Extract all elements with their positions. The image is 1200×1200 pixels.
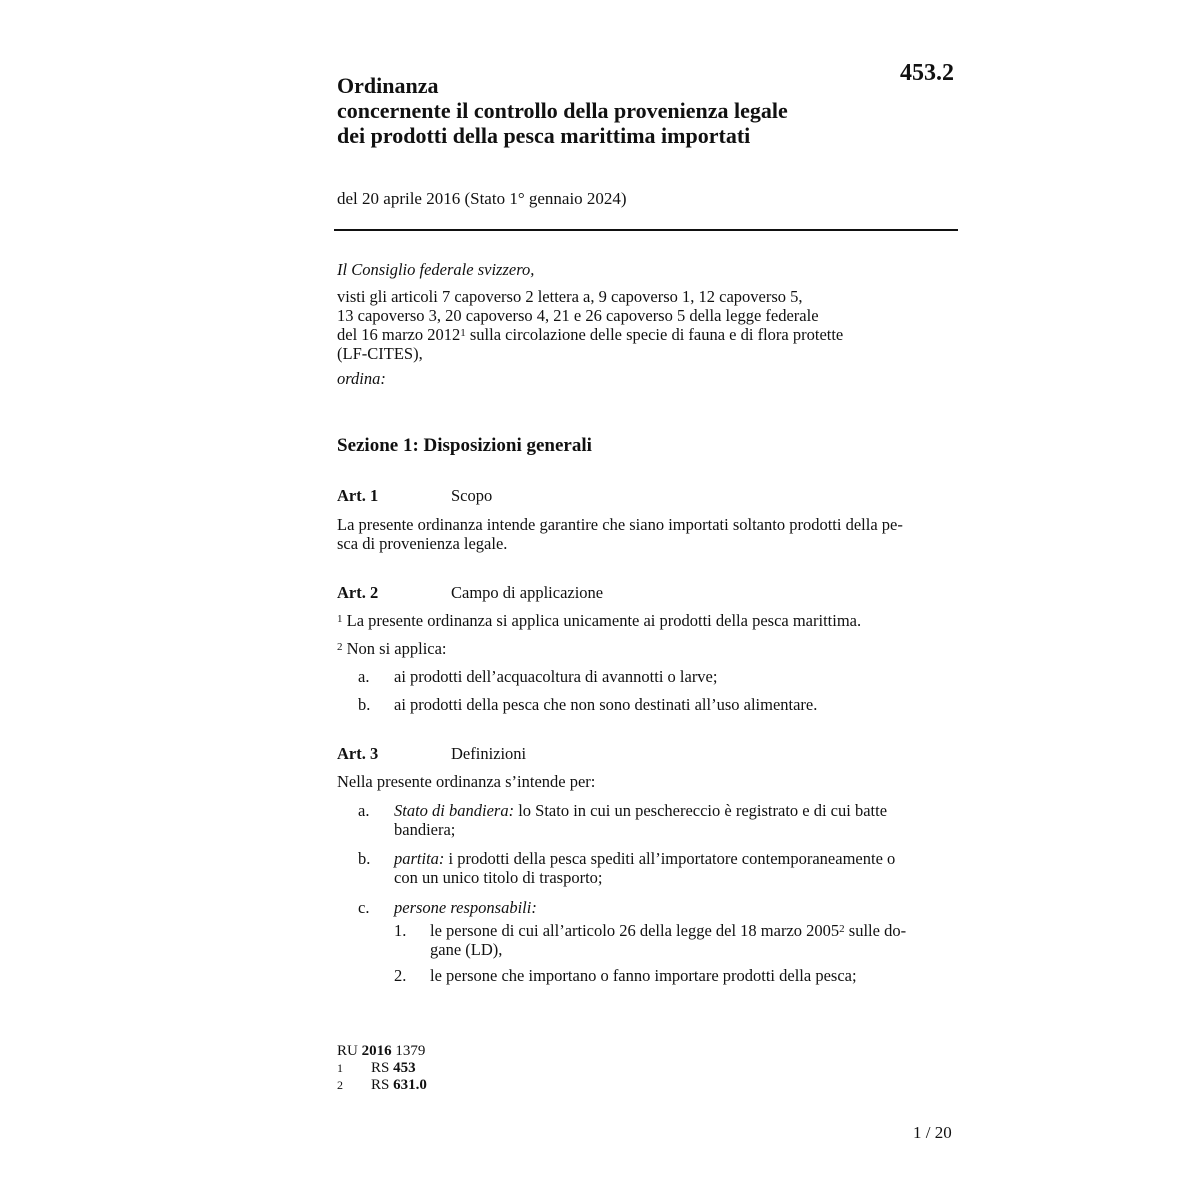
paragraph-text: La presente ordinanza si applica unicamente ai prodotti della pesca marittima. <box>342 611 862 630</box>
text-line: gane (LD), <box>430 940 503 959</box>
footnote-link[interactable]: 631.0 <box>393 1077 427 1093</box>
paragraph-number: 1 <box>337 613 343 625</box>
preamble-line: visti gli articoli 7 capoverso 2 lettera a, 9 capoverso 1, 12 capoverso 5, <box>337 287 803 306</box>
text-line <box>394 801 954 820</box>
article-number: Art. 3 <box>337 744 379 763</box>
paragraph <box>337 639 447 658</box>
article-heading <box>337 583 603 603</box>
document-title <box>337 73 897 148</box>
footnote-prefix: RS <box>371 1077 394 1093</box>
section-title: Sezione 1: Disposizioni generali <box>337 435 592 456</box>
article-text <box>337 515 955 553</box>
title-line: Ordinanza <box>337 73 439 98</box>
list-item <box>358 849 958 889</box>
ru-year: 2016 <box>361 1043 392 1059</box>
list-text: ai prodotti della pesca che non sono destinati all’uso alimentare. <box>394 695 818 714</box>
paragraph-text: Non si applica: <box>342 639 447 658</box>
list-text <box>430 921 954 959</box>
list-marker: 1. <box>394 921 407 940</box>
preamble-ordina: ordina: <box>337 369 386 388</box>
text-line: La presente ordinanza intende garantire che siano importati soltanto prodotti della pe- <box>337 515 903 534</box>
article-title: Campo di applicazione <box>451 583 604 602</box>
list-item <box>358 898 958 918</box>
list-item <box>358 695 958 715</box>
footnote-ref[interactable]: 1 <box>460 327 466 339</box>
sub-list-item <box>394 966 958 986</box>
footnote-ref[interactable]: 2 <box>839 923 845 935</box>
title-line: concernente il controllo della provenienza legale <box>337 98 788 123</box>
footnote <box>337 1060 427 1077</box>
list-text <box>394 801 954 839</box>
list-marker: b. <box>358 695 371 714</box>
defined-term: partita: <box>394 849 445 868</box>
document-date: del 20 aprile 2016 (Stato 1° gennaio 2024) <box>337 189 627 208</box>
list-text: le persone che importano o fanno importare prodotti della pesca; <box>430 966 857 985</box>
text-line <box>394 849 954 868</box>
list-marker: c. <box>358 898 370 917</box>
list-item <box>358 667 958 687</box>
footnote-number: 1 <box>337 1061 343 1075</box>
list-item <box>358 801 958 841</box>
ru-page: 1379 <box>391 1043 426 1059</box>
text-line: bandiera; <box>394 820 456 839</box>
preamble-line: (LF-CITES), <box>337 344 423 363</box>
list-text <box>394 849 954 887</box>
document-number: 453.2 <box>900 60 954 86</box>
list-marker: a. <box>358 801 370 820</box>
footnote-number: 2 <box>337 1078 343 1092</box>
preamble-line <box>337 325 937 344</box>
title-line: dei prodotti della pesca marittima importati <box>337 123 751 148</box>
defined-term: Stato di bandiera: <box>394 801 515 820</box>
text-line: con un unico titolo di trasporto; <box>394 868 603 887</box>
preamble-text: del 16 marzo 2012 <box>337 325 461 344</box>
paragraph-number: 2 <box>337 641 343 653</box>
definition-text: i prodotti della pesca spediti all’importatore contemporaneamente o <box>444 849 896 868</box>
defined-term: persone responsabili: <box>394 898 537 917</box>
page-number: 1 / 20 <box>913 1123 952 1142</box>
preamble-line: 13 capoverso 3, 20 capoverso 4, 21 e 26 capoverso 5 della legge federale <box>337 306 819 325</box>
list-marker: a. <box>358 667 370 686</box>
list-text: ai prodotti dell’acquacoltura di avannotti o larve; <box>394 667 718 686</box>
footnote <box>337 1077 427 1094</box>
definition-text: lo Stato in cui un peschereccio è registrato e di cui batte <box>514 801 888 820</box>
footnote-prefix: RS <box>371 1060 394 1076</box>
footer-notes <box>337 1043 427 1094</box>
paragraph <box>337 611 861 630</box>
article-number: Art. 1 <box>337 486 379 505</box>
definition-text: le persone di cui all’articolo 26 della legge del 18 marzo 2005 <box>430 921 840 940</box>
list-marker: 2. <box>394 966 407 985</box>
ru-prefix: RU <box>337 1043 362 1059</box>
article-number: Art. 2 <box>337 583 379 602</box>
paragraph: Nella presente ordinanza s’intende per: <box>337 772 596 791</box>
title-divider <box>334 229 958 231</box>
article-heading <box>337 486 492 506</box>
text-line: sca di provenienza legale. <box>337 534 508 553</box>
article-heading <box>337 744 526 764</box>
publication-reference <box>337 1043 427 1060</box>
sub-list-item <box>394 921 958 961</box>
article-title: Scopo <box>451 486 493 505</box>
text-line <box>430 921 954 940</box>
definition-text: sulle do- <box>844 921 907 940</box>
list-marker: b. <box>358 849 371 868</box>
preamble-text: sulla circolazione delle specie di fauna e di flora protette <box>465 325 844 344</box>
preamble <box>337 260 937 388</box>
footnote-link[interactable]: 453 <box>393 1060 416 1076</box>
article-title: Definizioni <box>451 744 527 763</box>
preamble-authority: Il Consiglio federale svizzero, <box>337 260 535 279</box>
